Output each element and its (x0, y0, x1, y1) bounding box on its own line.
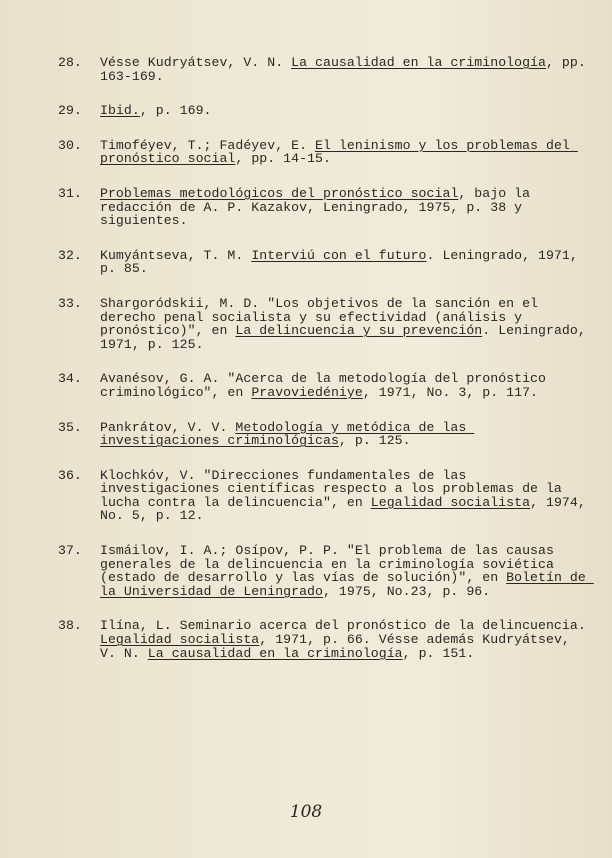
citation-text: Pankrátov, V. V. (100, 419, 236, 435)
citation-text: , p. 151. (402, 645, 475, 661)
endnote-item (58, 104, 593, 118)
citation-text: , 1971, No. 3, p. 117. (362, 384, 539, 400)
underlined-title: Boletín de la Universidad de Leningrado (100, 570, 594, 599)
underlined-title: La delincuencia y su prevención (235, 323, 483, 339)
citation-text: Vésse Kudryátsev, V. N. (100, 55, 292, 70)
endnote-item (58, 297, 593, 351)
underlined-title: Problemas metodológicos del pronóstico social (100, 185, 459, 201)
underlined-title: El leninismo y los problemas del pronóstico social (100, 137, 578, 167)
citation-text: . Leningrado, 1971, p. 125. (100, 323, 594, 352)
citation-text: Avanésov, G. A. "Acerca de la metodología del pronóstico criminológico", en (100, 371, 554, 400)
endnote-number: 37. (58, 543, 82, 559)
citation-text: Ilína, L. Seminario acerca del pronóstico de la delincuencia. (100, 618, 594, 634)
endnote-number: 30. (58, 137, 82, 153)
endnotes-list (58, 56, 593, 681)
citation-text: , pp. 163-169. (100, 55, 594, 84)
endnote-text (100, 421, 593, 448)
endnote-number: 31. (58, 185, 82, 201)
citation-text: , bajo la redacción de A. P. Kazakov, Leningrado, 1975, p. 38 y siguientes. (100, 185, 539, 229)
endnote-text (100, 297, 593, 351)
endnote-item (58, 372, 593, 399)
citation-text: , 1974, No. 5, p. 12. (100, 494, 594, 524)
endnote-text (100, 187, 593, 228)
endnote-number: 33. (58, 295, 82, 311)
endnote-item (58, 56, 593, 83)
citation-text: , 1975, No.23, p. 96. (323, 583, 491, 599)
citation-text: Kumyántseva, T. M. (100, 247, 252, 263)
endnote-text (100, 619, 593, 660)
citation-text: , p. 169. (139, 103, 212, 119)
endnote-number: 32. (58, 247, 82, 263)
endnote-number: 35. (58, 419, 82, 435)
citation-text: , pp. 14-15. (235, 151, 331, 167)
endnote-text (100, 372, 593, 399)
underlined-title: Legalidad socialista (100, 632, 260, 648)
underlined-title: Ibid. (100, 103, 140, 119)
underlined-title: Pravoviedéniye (251, 384, 363, 400)
endnote-number: 38. (58, 618, 82, 634)
page-number: 108 (289, 802, 323, 822)
endnote-item (58, 421, 593, 448)
citation-text: . Leningrado, 1971, p. 85. (100, 247, 586, 277)
endnote-text (100, 469, 593, 523)
endnote-number: 28. (58, 55, 82, 70)
endnote-number: 29. (58, 103, 82, 119)
endnote-number: 34. (58, 371, 82, 387)
citation-text: Timoféyev, T.; Fadéyev, E. (100, 137, 316, 153)
endnote-item (58, 139, 593, 166)
underlined-title: La causalidad en la criminología (291, 55, 546, 70)
underlined-title: Interviú con el futuro (251, 247, 427, 263)
endnote-item (58, 544, 593, 598)
endnote-item (58, 469, 593, 523)
underlined-title: La causalidad en la criminología (147, 645, 403, 661)
citation-text: , 1971, p. 66. Vésse además Kudryátsev, V. N. (100, 632, 578, 661)
endnote-number: 36. (58, 467, 82, 483)
endnote-text (100, 104, 593, 118)
endnote-item (58, 187, 593, 228)
citation-text: Shargoródskii, M. D. "Los objetivos de la sanción en el derecho penal socialista y su efectividad (análisis y pronóstico)", en (100, 295, 546, 339)
endnote-item (58, 619, 593, 660)
citation-text: Ismáilov, I. A.; Osípov, P. P. "El problema de las causas generales de la delincuencia en la criminología soviética (estado de desarrollo y las vías de solución)", en (100, 543, 562, 586)
underlined-title: Legalidad socialista (370, 494, 531, 510)
endnote-item (58, 249, 593, 276)
citation-text: Klochkóv, V. "Direcciones fundamentales de las investigaciones científicas respecto a los problemas de la lucha contra la delincuencia", en (100, 467, 570, 510)
endnote-text (100, 139, 593, 166)
citation-text: , p. 125. (338, 433, 411, 449)
endnote-text (100, 56, 593, 83)
endnote-text (100, 249, 593, 276)
endnote-text (100, 544, 593, 598)
underlined-title: Metodología y metódica de las investigaciones criminológicas (100, 419, 475, 449)
